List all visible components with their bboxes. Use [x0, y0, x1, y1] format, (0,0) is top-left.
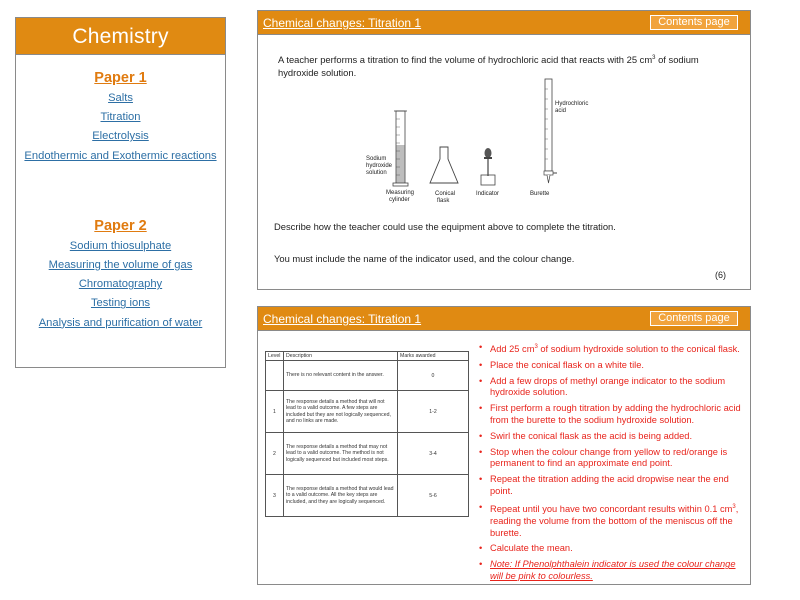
measuring-cylinder-icon — [393, 111, 408, 186]
answer-list — [478, 342, 744, 587]
question-slide — [257, 10, 751, 290]
titration-apparatus-diagram — [358, 75, 598, 205]
paper-1-title[interactable]: Paper 1 — [94, 70, 147, 86]
label-sodium-1: Sodium — [366, 156, 387, 162]
col-level: Level — [266, 352, 284, 361]
link-titration[interactable]: Titration — [100, 111, 141, 124]
table-row: There is no relevant content in the answer. 0 — [266, 361, 469, 391]
contents-menu — [15, 17, 226, 368]
list-item: • Repeat the titration adding the acid dropwise near the end point. — [478, 474, 744, 498]
question-describe: Describe how the teacher could use the equipment above to complete the titration. — [274, 221, 616, 232]
list-item: • Stop when the colour change from yellow to red/orange is permanent to find an approximate end point. — [478, 447, 744, 471]
question-intro: A teacher performs a titration to find the volume of hydrochloric acid that reacts with 25 $cm^3$ of sodium hydroxide solution. — [278, 54, 699, 78]
label-sodium-3: solution — [366, 170, 387, 176]
table-row: 3 The response details a method that would lead to a valid outcome. All the key steps are included, and they are logically sequenced. 5-6 — [266, 475, 469, 517]
label-indicator: Indicator — [476, 191, 500, 197]
link-electrolysis[interactable]: Electrolysis — [92, 130, 149, 143]
slide-title[interactable]: Chemical changes: Titration 1 — [263, 16, 422, 30]
conical-flask-icon — [430, 147, 458, 183]
paper-2-title[interactable]: Paper 2 — [94, 217, 147, 234]
question-requirement: You must include the name of the indicator used, and the colour change. — [274, 253, 575, 264]
list-item: • First perform a rough titration by adding the hydrochloric acid from the burette to the sodium hydroxide solution. — [478, 403, 744, 427]
label-conical-2: flask — [437, 198, 450, 204]
col-marks: Marks awarded — [398, 352, 469, 361]
link-chromatography[interactable]: Chromatography — [78, 278, 163, 291]
link-sodium-thiosulphate[interactable]: Sodium thiosulphate — [69, 239, 172, 252]
slide-header — [258, 11, 750, 35]
list-item-note: • Note: If Phenolphthalein indicator is used the colour change will be pink to colourless. — [478, 559, 744, 583]
contents-page-button[interactable]: Contents page — [650, 15, 738, 30]
label-sodium-2: hydroxide — [366, 163, 393, 169]
link-water-analysis[interactable]: Analysis and purification of water — [38, 316, 203, 329]
col-description: Description — [284, 352, 398, 361]
link-measuring-gas[interactable]: Measuring the volume of gas — [48, 259, 193, 272]
list-item: • Repeat until you have two concordant results within 0.1 $cm^3$, reading the volume from the bottom of the meniscus off the burette. — [478, 502, 744, 539]
list-item: • Calculate the mean. — [478, 543, 744, 555]
table-row: 1 The response details a method that will not lead to a valid outcome. A few steps are included but they are not logically sequenced, and no links are made. 1-2 — [266, 391, 469, 433]
link-testing-ions[interactable]: Testing ions — [90, 297, 151, 310]
list-item: • Add a few drops of methyl orange indicator to the sodium hydroxide solution. — [478, 376, 744, 400]
burette-icon — [544, 79, 557, 183]
menu-title: Chemistry — [16, 18, 225, 55]
list-item: • Add 25 $cm^3$ of sodium hydroxide solution to the conical flask. — [478, 342, 744, 356]
label-hcl-2: acid — [555, 108, 567, 114]
link-endothermic-exothermic[interactable]: Endothermic and Exothermic reactions — [24, 149, 217, 162]
label-conical-1: Conical — [435, 191, 456, 197]
label-measuring-1: Measuring — [386, 190, 415, 196]
list-item: • Swirl the conical flask as the acid is being added. — [478, 431, 744, 443]
label-measuring-2: cylinder — [389, 197, 410, 203]
link-salts[interactable]: Salts — [108, 92, 133, 104]
contents-page-button[interactable]: Contents page — [650, 311, 738, 326]
slide-title[interactable]: Chemical changes: Titration 1 — [263, 312, 422, 326]
list-item: • Place the conical flask on a white tile. — [478, 360, 744, 372]
label-burette: Burette — [530, 191, 550, 197]
slide-header — [258, 307, 750, 331]
indicator-dropper-icon — [481, 148, 495, 185]
question-marks: (6) — [715, 270, 726, 280]
table-row: 2 The response details a method that may not lead to a valid outcome. The method is not logically sequenced but included most steps. 3-4 — [266, 433, 469, 475]
label-hcl-1: Hydrochloric — [555, 101, 589, 107]
mark-scheme-slide — [257, 306, 751, 585]
mark-scheme-table — [265, 351, 469, 517]
